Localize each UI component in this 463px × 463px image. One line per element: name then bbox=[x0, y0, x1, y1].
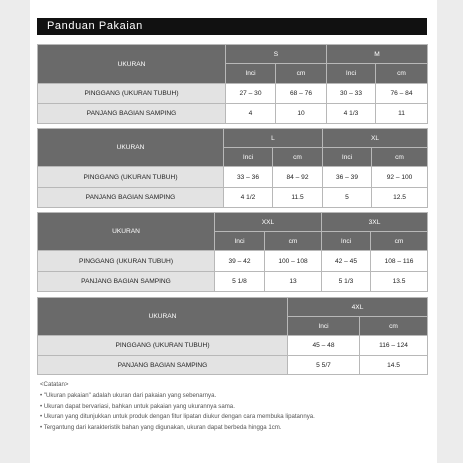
unit-cm: cm bbox=[372, 148, 428, 167]
page-title: Panduan Pakaian bbox=[37, 18, 427, 35]
unit-inci: Inci bbox=[226, 64, 276, 84]
ukuran-header: UKURAN bbox=[38, 45, 226, 84]
value-cell: 92 – 100 bbox=[372, 167, 428, 188]
value-cell: 36 – 39 bbox=[323, 167, 372, 188]
size-table-l-xl bbox=[37, 128, 428, 208]
value-cell: 108 – 116 bbox=[371, 251, 428, 272]
ukuran-header: UKURAN bbox=[38, 298, 288, 336]
value-cell: 68 – 76 bbox=[276, 84, 327, 104]
value-cell: 5 5/7 bbox=[288, 356, 360, 375]
panjang-label: PANJANG BAGIAN SAMPING bbox=[38, 272, 215, 292]
value-cell: 11 bbox=[376, 104, 428, 124]
unit-inci: Inci bbox=[323, 148, 372, 167]
panjang-label: PANJANG BAGIAN SAMPING bbox=[38, 188, 224, 208]
ukuran-header: UKURAN bbox=[38, 213, 215, 251]
unit-cm: cm bbox=[265, 232, 322, 251]
unit-cm: cm bbox=[376, 64, 428, 84]
pinggang-label: PINGGANG (UKURAN TUBUH) bbox=[38, 336, 288, 356]
unit-inci: Inci bbox=[215, 232, 265, 251]
note-item: • "Ukuran pakaian" adalah ukuran dari pakaian yang sebenarnya. bbox=[40, 391, 217, 399]
value-cell: 30 – 33 bbox=[327, 84, 376, 104]
panjang-label: PANJANG BAGIAN SAMPING bbox=[38, 104, 226, 124]
value-cell: 39 – 42 bbox=[215, 251, 265, 272]
unit-cm: cm bbox=[371, 232, 428, 251]
size-header-l: L bbox=[224, 129, 323, 148]
value-cell: 100 – 108 bbox=[265, 251, 322, 272]
value-cell: 27 – 30 bbox=[226, 84, 276, 104]
unit-inci: Inci bbox=[327, 64, 376, 84]
unit-cm: cm bbox=[276, 64, 327, 84]
pinggang-label: PINGGANG (UKURAN TUBUH) bbox=[38, 84, 226, 104]
size-header-xxl: XXL bbox=[215, 213, 322, 232]
value-cell: 5 bbox=[323, 188, 372, 208]
size-header-xl: XL bbox=[323, 129, 428, 148]
notes-section bbox=[40, 380, 432, 434]
value-cell: 5 1/8 bbox=[215, 272, 265, 292]
value-cell: 42 – 45 bbox=[322, 251, 371, 272]
value-cell: 76 – 84 bbox=[376, 84, 428, 104]
value-cell: 33 – 36 bbox=[224, 167, 273, 188]
value-cell: 4 1/2 bbox=[224, 188, 273, 208]
note-item: • Ukuran dapat bervariasi, bahkan untuk pakaian yang ukurannya sama. bbox=[40, 402, 235, 410]
unit-inci: Inci bbox=[288, 317, 360, 336]
note-item: • Ukuran yang ditunjukkan untuk produk dengan fitur lipatan diukur dengan cara membuka lipatannya. bbox=[40, 413, 315, 421]
value-cell: 10 bbox=[276, 104, 327, 124]
value-cell: 84 – 92 bbox=[273, 167, 323, 188]
unit-cm: cm bbox=[273, 148, 323, 167]
unit-cm: cm bbox=[360, 317, 428, 336]
size-header-s: S bbox=[226, 45, 327, 64]
size-table-s-m bbox=[37, 44, 428, 124]
unit-inci: Inci bbox=[224, 148, 273, 167]
note-item: • Tergantung dari karakteristik bahan yang digunakan, ukuran dapat berbeda hingga 1cm. bbox=[40, 424, 282, 432]
notes-heading: <Catatan> bbox=[40, 381, 69, 388]
value-cell: 14.5 bbox=[360, 356, 428, 375]
value-cell: 13 bbox=[265, 272, 322, 292]
panjang-label: PANJANG BAGIAN SAMPING bbox=[38, 356, 288, 375]
value-cell: 12.5 bbox=[372, 188, 428, 208]
value-cell: 11.5 bbox=[273, 188, 323, 208]
size-header-3xl: 3XL bbox=[322, 213, 428, 232]
unit-inci: Inci bbox=[322, 232, 371, 251]
value-cell: 4 1/3 bbox=[327, 104, 376, 124]
size-table-xxl-3xl bbox=[37, 212, 428, 292]
size-table-4xl bbox=[37, 297, 428, 375]
value-cell: 13.5 bbox=[371, 272, 428, 292]
pinggang-label: PINGGANG (UKURAN TUBUH) bbox=[38, 167, 224, 188]
value-cell: 4 bbox=[226, 104, 276, 124]
pinggang-label: PINGGANG (UKURAN TUBUH) bbox=[38, 251, 215, 272]
size-header-4xl: 4XL bbox=[288, 298, 428, 317]
value-cell: 45 – 48 bbox=[288, 336, 360, 356]
value-cell: 5 1/3 bbox=[322, 272, 371, 292]
value-cell: 116 – 124 bbox=[360, 336, 428, 356]
size-header-m: M bbox=[327, 45, 428, 64]
ukuran-header: UKURAN bbox=[38, 129, 224, 167]
